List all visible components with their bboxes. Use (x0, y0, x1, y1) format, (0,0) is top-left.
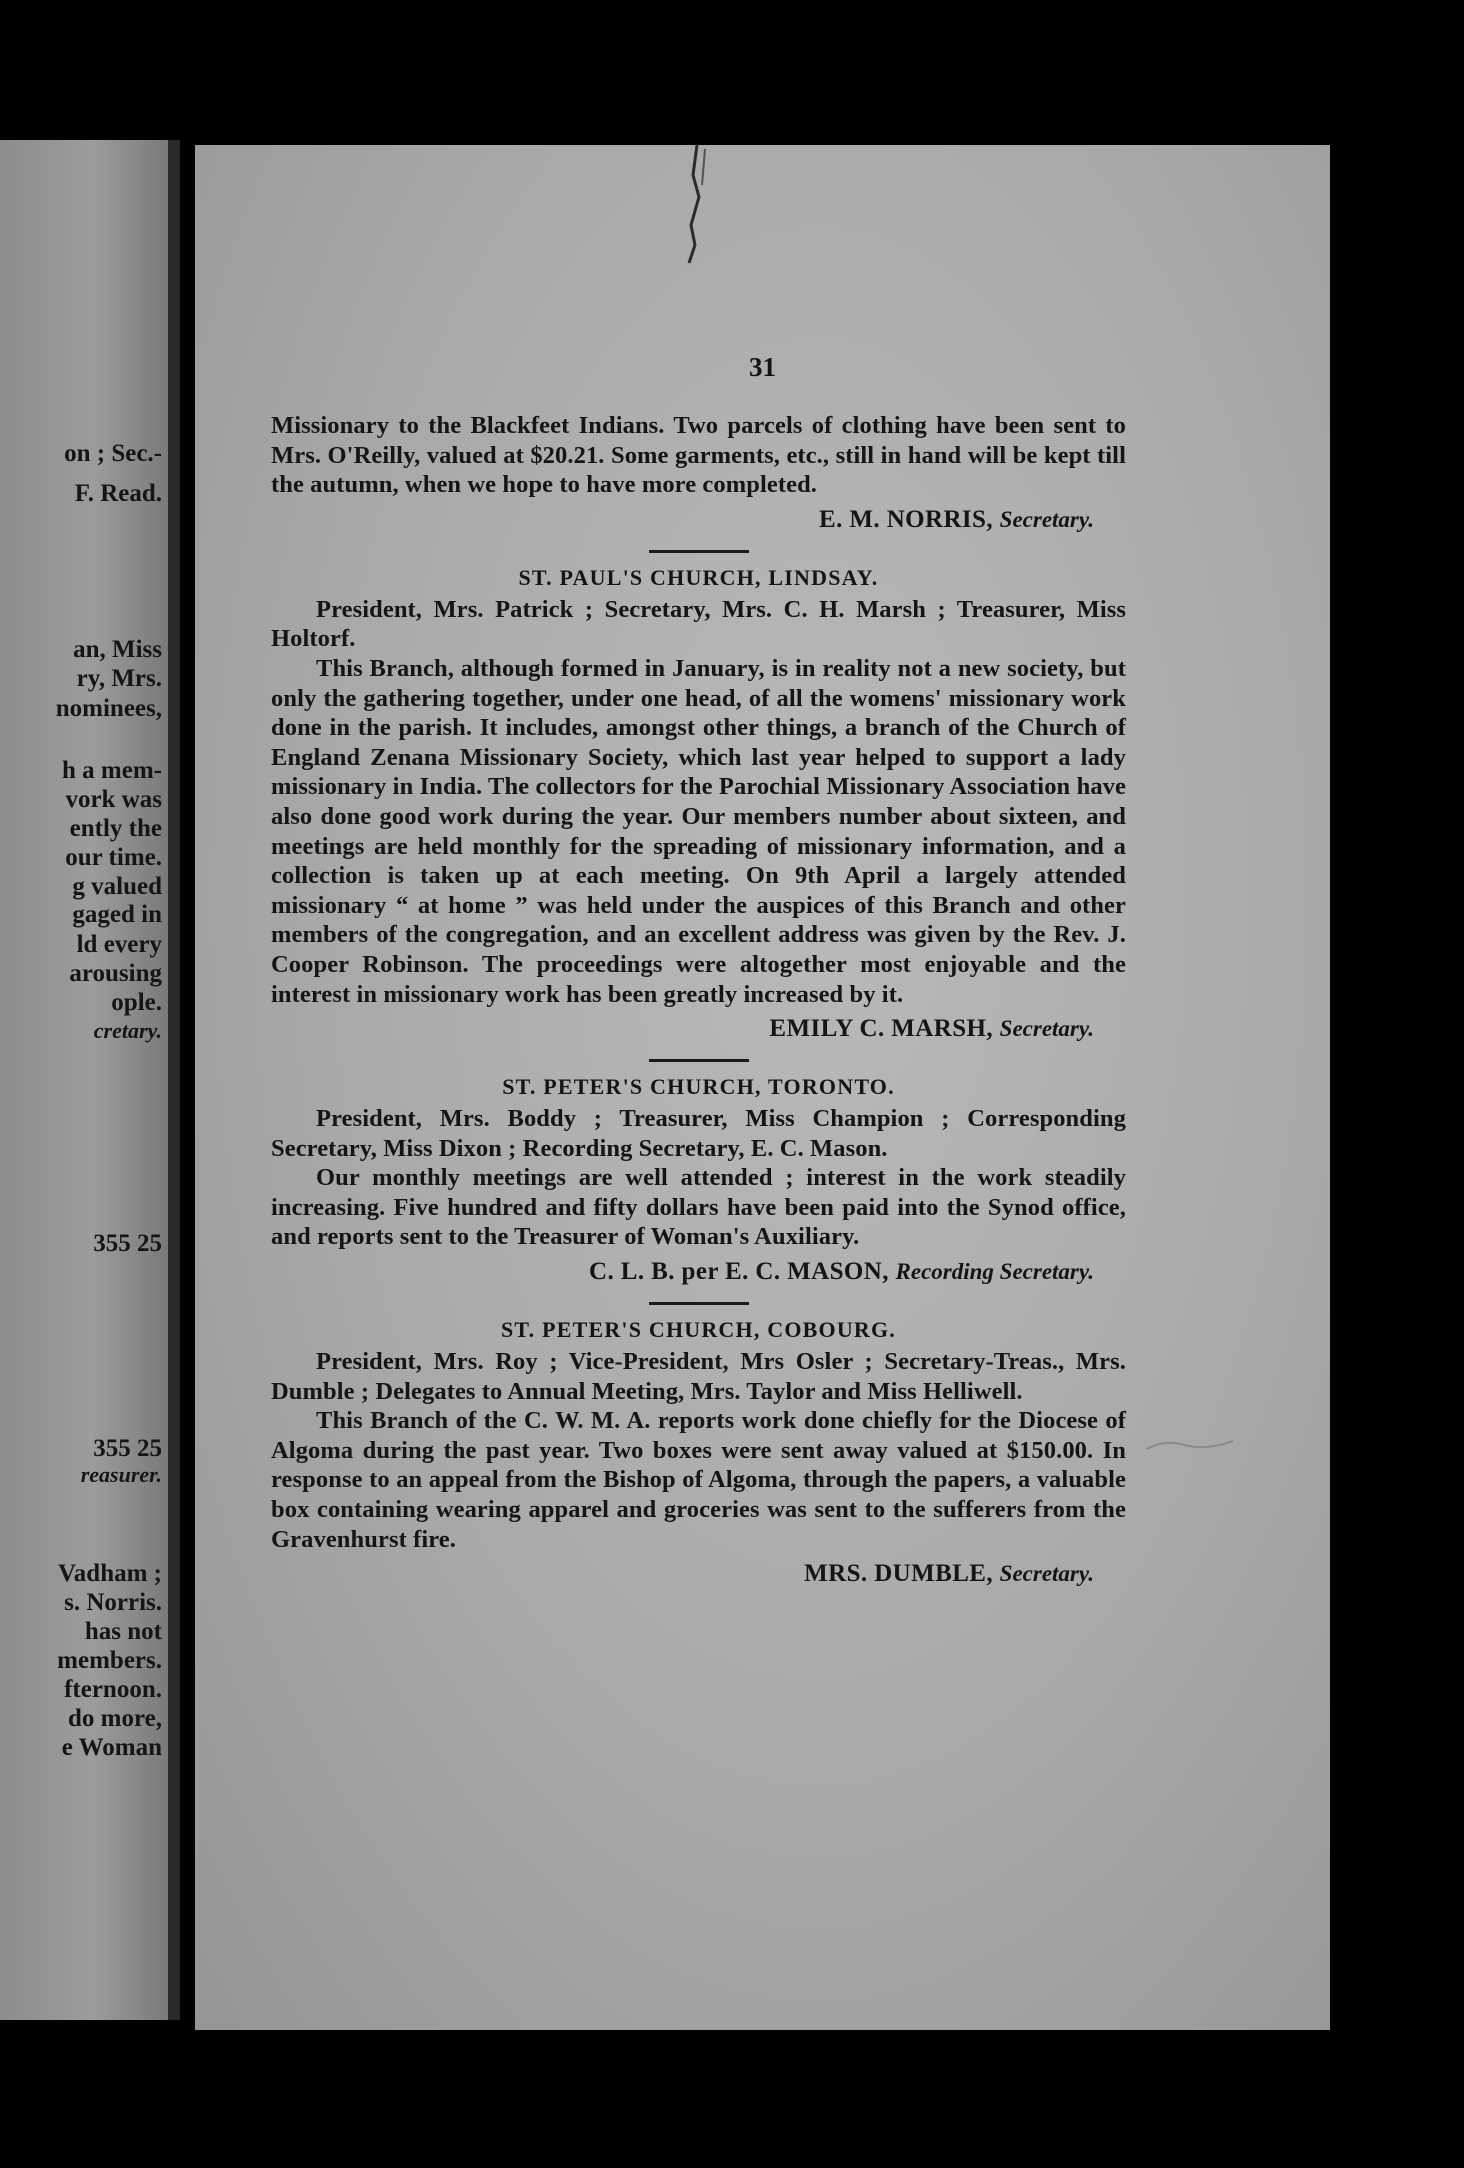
previous-page-fragment (0, 140, 168, 2020)
signature-name: C. L. B. per E. C. MASON, (589, 1258, 889, 1286)
signature-title: Secretary. (999, 506, 1094, 532)
previous-page-line: an, Miss (73, 636, 162, 663)
signature-name: E. M. NORRIS, (819, 505, 994, 533)
section-divider (649, 1059, 749, 1062)
previous-page-line: reasurer. (80, 1462, 162, 1487)
body-paragraph: This Branch, although formed in January, is in reality not a new society, but only the gathering together, under one head, of all the womens' missionary work done in the parish. It includes, amongst other things, a branch of the Church of England Zenana Missionary Society, which last year helped to support a lady missionary in India. The collectors for the Parochial Missionary Association have also done good work during the year. Our members number about sixteen, and meetings are held monthly for the spreading of missionary information, and a collection is taken up at each meeting. On 9th April a largely attended missionary “ at home ” was held under the auspices of this Branch and other members of the congregation, and an excellent address was given by the Rev. J. Cooper Robinson. The proceedings were altogether most enjoyable and the interest in missionary work has been greatly increased by it. (271, 654, 1126, 1008)
text-block (271, 411, 1126, 1590)
section-heading: ST. PETER'S CHURCH, COBOURG. (500, 1317, 897, 1343)
section-divider (649, 1302, 749, 1305)
previous-page-line: nominees, (55, 695, 162, 722)
previous-page-line: ry, Mrs. (76, 665, 162, 692)
body-paragraph: This Branch of the C. W. M. A. reports work done chiefly for the Diocese of Algoma during the past year. Two boxes were sent away valued at $150.00. In response to an appeal from the Bishop of Algoma, through the papers, a valuable box containing wearing apparel and groceries was sent to the sufferers from the Gravenhurst fire. (271, 1407, 1126, 1553)
body-paragraph: President, Mrs. Roy ; Vice-President, Mrs Osler ; Secretary-Treas., Mrs. Dumble ; Delegates to Annual Meeting, Mrs. Taylor and Miss Helliwell. (271, 1348, 1126, 1405)
previous-page-line: ently the (69, 815, 162, 842)
page-number: 31 (749, 352, 776, 382)
previous-page-line: Vadham ; (58, 1560, 162, 1587)
previous-page-line: our time. (65, 844, 162, 871)
previous-page-line: h a mem- (62, 757, 162, 784)
previous-page-line: members. (57, 1647, 162, 1674)
previous-page-line: cretary. (93, 1018, 162, 1043)
previous-page-line: has not (84, 1618, 162, 1645)
signature-name: MRS. DUMBLE, (804, 1560, 994, 1588)
body-paragraph: Missionary to the Blackfeet Indians. Two parcels of clothing have been sent to Mrs. O'Reilly, valued at $20.21. Some garments, etc., still in hand will be kept till the autumn, when we hope to have more completed. (271, 412, 1126, 499)
previous-page-line: vork was (65, 786, 162, 813)
book-gutter (168, 140, 180, 2020)
previous-page-line: on ; Sec.- (64, 440, 162, 467)
signature-title: Secretary. (999, 1561, 1094, 1587)
previous-page-line: fternoon. (64, 1676, 162, 1703)
previous-page-line: ople. (111, 989, 162, 1016)
previous-page-line: g valued (72, 873, 162, 900)
section-heading: ST. PAUL'S CHURCH, LINDSAY. (518, 564, 879, 590)
previous-page-line: s. Norris. (64, 1589, 162, 1616)
report-section (271, 1302, 1126, 1590)
page-tear-mark (675, 145, 715, 265)
signature-title: Secretary. (999, 1016, 1094, 1042)
previous-page-line: ld every (76, 931, 162, 958)
document-page (195, 145, 1330, 2030)
previous-page-line: do more, (68, 1705, 162, 1732)
report-section (271, 550, 1126, 1045)
body-paragraph: President, Mrs. Boddy ; Treasurer, Miss Champion ; Corresponding Secretary, Miss Dixon ; Recording Secretary, E. C. Mason. (271, 1105, 1126, 1162)
signature-line (271, 1256, 1094, 1288)
previous-page-line: 355 25 (93, 1230, 162, 1257)
previous-page-line: F. Read. (74, 480, 162, 507)
section-divider (649, 550, 749, 553)
section-heading: ST. PETER'S CHURCH, TORONTO. (502, 1074, 895, 1100)
signature-title: Recording Secretary. (895, 1259, 1094, 1285)
previous-page-line: arousing (69, 960, 162, 987)
report-section (271, 1059, 1126, 1288)
signature-name: EMILY C. MARSH, (769, 1015, 994, 1043)
signature-line (271, 504, 1094, 536)
body-paragraph: Our monthly meetings are well attended ; interest in the work steadily increasing. Five hundred and fifty dollars have been paid into the Synod office, and reports sent to the Treasurer of Woman's Auxiliary. (271, 1164, 1126, 1251)
body-paragraph: President, Mrs. Patrick ; Secretary, Mrs. C. H. Marsh ; Treasurer, Miss Holtorf. (271, 595, 1126, 653)
report-section (271, 411, 1126, 536)
signature-line (271, 1558, 1094, 1590)
previous-page-line: gaged in (72, 901, 162, 928)
previous-page-line: e Woman (61, 1734, 162, 1761)
signature-line (271, 1013, 1094, 1045)
previous-page-line: 355 25 (93, 1435, 162, 1462)
scan-artifact (1145, 1435, 1235, 1455)
